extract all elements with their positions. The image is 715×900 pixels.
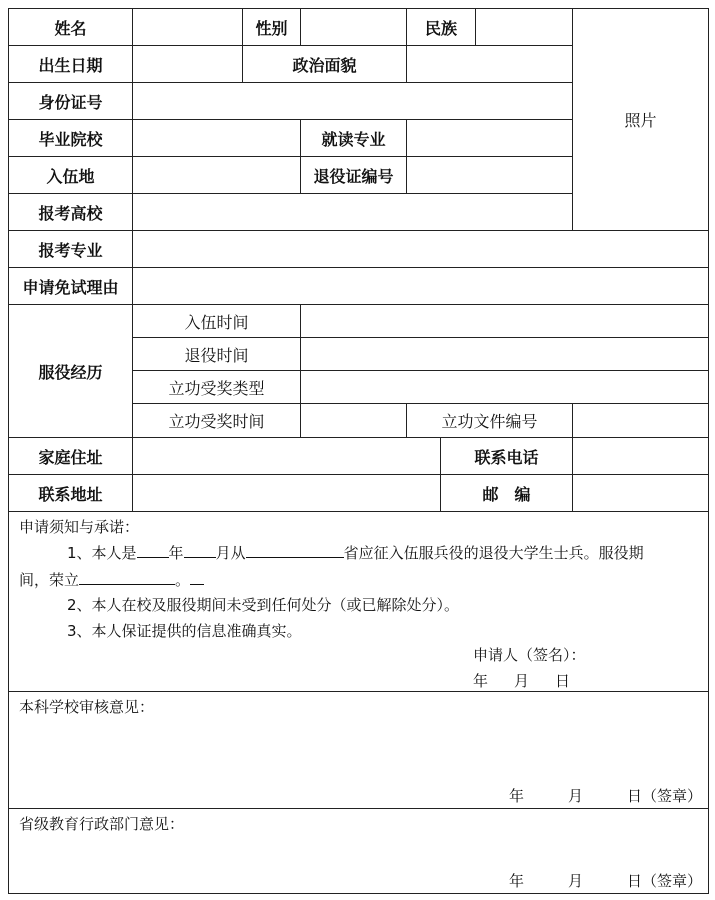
birth-date-field[interactable] [133, 46, 243, 83]
award-time-field[interactable] [301, 404, 407, 438]
graduate-school-field[interactable] [133, 120, 301, 157]
contact-address-label: 联系地址 [9, 475, 133, 512]
exempt-reason-label: 申请免试理由 [9, 268, 133, 305]
province-review-date [509, 870, 702, 891]
pledge-line-1-text-d: 省应征入伍服兵役的退役大学生士兵。服役期 [343, 544, 644, 562]
photo-label: 照片 [624, 111, 657, 130]
discharge-cert-label: 退役证编号 [301, 157, 407, 194]
gender-field[interactable] [301, 9, 407, 46]
pledge-line-3: 3、本人保证提供的信息准确真实。 [67, 622, 302, 640]
apply-major-label: 报考专业 [9, 231, 133, 268]
year-blank[interactable] [137, 542, 169, 558]
exempt-reason-field[interactable] [133, 268, 709, 305]
pledge-line-1-text-e: 间，荣立 [19, 571, 80, 589]
pledge-section [9, 512, 709, 692]
school-review-year-label: 年 [508, 787, 524, 805]
service-history-label: 服役经历 [9, 305, 133, 438]
discharge-time-field[interactable] [301, 338, 709, 371]
province-review-section [9, 809, 709, 894]
pledge-line-1-text-c: 月从 [215, 544, 246, 562]
pledge-title: 申请须知与承诺： [19, 518, 140, 536]
enlist-time-label: 入伍时间 [133, 305, 301, 338]
province-review-title: 省级教育行政部门意见： [19, 815, 185, 833]
discharge-time-label: 退役时间 [133, 338, 301, 371]
school-review-day-seal-label: 日（签章） [627, 787, 703, 805]
award-doc-field[interactable] [573, 404, 709, 438]
award-blank[interactable] [79, 569, 175, 585]
applicant-signature-label: 申请人（签名）： [473, 646, 586, 664]
home-address-label: 家庭住址 [9, 438, 133, 475]
sign-year-label: 年 [473, 672, 489, 690]
province-review-day-seal-label: 日（签章） [627, 872, 703, 890]
application-form-table [8, 8, 709, 894]
pledge-line-2: 2、本人在校及服役期间未受到任何处分（或已解除处分）。 [67, 596, 460, 614]
apply-school-field[interactable] [133, 194, 573, 231]
enlist-time-field[interactable] [301, 305, 709, 338]
ethnicity-label: 民族 [407, 9, 476, 46]
discharge-cert-field[interactable] [407, 157, 573, 194]
phone-field[interactable] [573, 438, 709, 475]
province-review-month-label: 月 [567, 872, 583, 890]
award-type-field[interactable] [301, 371, 709, 404]
school-review-title: 本科学校审核意见： [19, 698, 155, 716]
home-address-field[interactable] [133, 438, 441, 475]
major-label: 就读专业 [301, 120, 407, 157]
pledge-line-1-text-f: 。 [175, 571, 191, 589]
birth-date-label: 出生日期 [9, 46, 133, 83]
province-review-year-label: 年 [508, 872, 524, 890]
name-field[interactable] [133, 9, 243, 46]
pledge-line-1-continued [19, 569, 204, 590]
school-review-section [9, 692, 709, 809]
id-number-field[interactable] [133, 83, 573, 120]
phone-label: 联系电话 [441, 438, 573, 475]
month-blank[interactable] [184, 542, 216, 558]
sign-month-label: 月 [514, 672, 530, 690]
enlist-place-label: 入伍地 [9, 157, 133, 194]
major-field[interactable] [407, 120, 573, 157]
pledge-line-1-text-a: 1、本人是 [67, 544, 137, 562]
postcode-field[interactable] [573, 475, 709, 512]
school-review-month-label: 月 [567, 787, 583, 805]
enlist-place-field[interactable] [133, 157, 301, 194]
postcode-label: 邮 编 [441, 475, 573, 512]
ethnicity-field[interactable] [476, 9, 573, 46]
apply-major-field[interactable] [133, 231, 709, 268]
political-status-field[interactable] [407, 46, 573, 83]
graduate-school-label: 毕业院校 [9, 120, 133, 157]
school-review-date [509, 785, 702, 806]
pledge-year-label: 年 [168, 544, 184, 562]
name-label: 姓名 [9, 9, 133, 46]
political-status-label: 政治面貌 [243, 46, 407, 83]
contact-address-field[interactable] [133, 475, 441, 512]
gender-label: 性别 [243, 9, 301, 46]
award-type-label: 立功受奖类型 [133, 371, 301, 404]
award-time-label: 立功受奖时间 [133, 404, 301, 438]
id-number-label: 身份证号 [9, 83, 133, 120]
applicant-sign-date [473, 670, 570, 691]
photo-box [573, 9, 709, 231]
province-blank[interactable] [246, 542, 344, 558]
sign-day-label: 日 [555, 672, 571, 690]
award-doc-label: 立功文件编号 [407, 404, 573, 438]
apply-school-label: 报考高校 [9, 194, 133, 231]
trailing-blank [190, 569, 204, 585]
pledge-line-1 [67, 542, 644, 563]
